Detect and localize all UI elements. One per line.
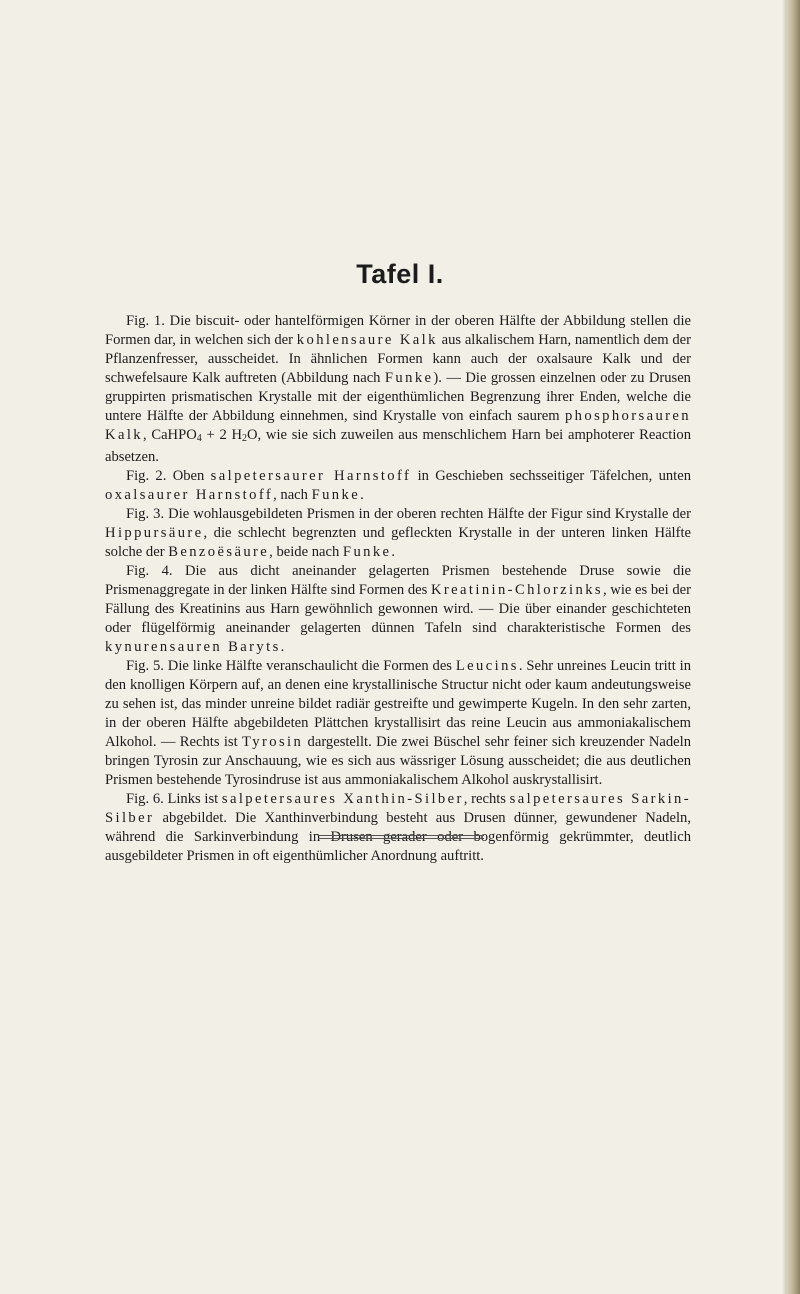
figure-description-1	[105, 312, 691, 467]
text-run: .	[280, 639, 285, 655]
emphasized-term: Kreatinin-Chlorzinks	[430, 582, 603, 598]
figure-label: Fig. 2.	[126, 468, 167, 484]
figure-description-6	[105, 790, 691, 866]
emphasized-term: salpetersaures Sarkin-Silber	[105, 791, 691, 826]
end-rule-bottom	[318, 838, 484, 839]
emphasized-term: kynurensauren Baryts	[105, 639, 281, 655]
text-run: , nach	[273, 487, 312, 503]
subscript: 2	[242, 433, 248, 444]
text-run: Die aus dicht aneinander gelagerten Prismen bestehende Druse sowie die Prismenaggregate in der linken Hälfte sind Formen des	[105, 563, 691, 598]
emphasized-term: salpetersaurer Harnstoff	[210, 468, 412, 484]
text-run: abgebildet. Die Xanthinverbindung besteht aus Drusen dünner, gewundener Nadeln, während die Sarkinverbindung in Drusen gerader oder bogenförmig gekrümmter, deutlich ausgebildeter Prismen in oft eigenthümlicher Anordnung auftritt.	[105, 810, 691, 864]
text-run: in Geschieben sechsseitiger Täfelchen, unten	[411, 468, 691, 484]
text-run: .	[391, 544, 396, 560]
emphasized-term: Benzoësäure	[168, 544, 270, 560]
figure-description-3	[105, 505, 691, 562]
text-run: , wie es bei der Fällung des Kreatinins aus Harn gewöhnlich gewonnen wird. — Die über einander geschichteten oder flügelförmig aneinander gelagerten dünnen Tafeln sind charakteristische Formen des	[105, 582, 691, 636]
text-run: .	[360, 487, 364, 503]
figure-description-4	[105, 562, 691, 657]
text-run: aus alkalischem Harn, namentlich dem der Pflanzenfresser, ausscheidet. In ähnlichen Formen kann auch der oxalsaure Kalk und der schwefelsaure Kalk auftreten (Abbildung nach	[105, 332, 691, 386]
text-run: Die biscuit- oder hantelförmigen Körner in der oberen Hälfte der Abbildung stellen die Formen dar, in welchen sich der	[105, 313, 691, 348]
emphasized-term: phosphorsauren Kalk	[105, 408, 691, 443]
end-rule-top	[318, 835, 484, 836]
text-run: , die schlecht begrenzten und gefleckten Krystalle in der unteren linken Hälfte solche der	[105, 525, 691, 560]
figure-descriptions	[105, 312, 691, 866]
figure-label: Fig. 4.	[126, 563, 173, 579]
emphasized-term: Leucins	[455, 658, 519, 674]
text-run: + 2 H	[201, 427, 243, 443]
text-run: Die wohlausgebildeten Prismen in der oberen rechten Hälfte der Figur sind Krystalle der	[164, 506, 691, 522]
figure-label: Fig. 3.	[126, 506, 165, 522]
emphasized-term: Hippursäure	[105, 525, 204, 541]
plate-title: Tafel I.	[356, 259, 444, 289]
emphasized-term: Funke	[311, 487, 361, 503]
figure-label: Fig. 6.	[126, 791, 164, 807]
figure-label: Fig. 1.	[126, 313, 165, 329]
text-run: Links ist	[163, 791, 222, 807]
text-run: . Sehr unreines Leucin tritt in den knolligen Körpern auf, an denen eine krystallinische Structur nicht oder kaum andeutungsweise zu sehen ist, das minder unreine bildet radiär gestreifte und gewimperte Kugeln. In den sehr zarten, in der oberen Hälfte abgebildeten Plättchen krystallisirt das reine Leucin aus ammoniakalischem Alkohol. — Rechts ist	[105, 658, 691, 750]
emphasized-term: salpetersaures Xanthin-Silber	[221, 791, 464, 807]
emphasized-term: Funke	[342, 544, 392, 560]
emphasized-term: kohlensaure Kalk	[296, 332, 438, 348]
emphasized-term: oxalsaurer Harnstoff	[105, 487, 274, 503]
text-run: O, wie sie sich zuweilen aus menschlichem Harn bei amphoterer Reaction absetzen.	[105, 427, 692, 465]
text-run: ). — Die grossen einzelnen oder zu Drusen gruppirten prismatischen Krystalle mit der eigenthümlichen Begrenzung ihrer Enden, welche die untere Hälfte der Abbildung einnehmen, sind Krystalle von einfach saurem	[105, 370, 691, 424]
page-edge	[786, 0, 800, 1294]
emphasized-term: Funke	[384, 370, 434, 386]
figure-description-2	[105, 467, 691, 505]
text-run: , CaHPO	[142, 427, 197, 443]
text-run: , beide nach	[269, 544, 343, 560]
figure-label: Fig. 5.	[126, 658, 164, 674]
text-run: Die linke Hälfte veranschaulicht die Formen des	[163, 658, 456, 674]
subscript: 4	[196, 433, 202, 444]
text-run: , rechts	[463, 791, 510, 807]
figure-description-5	[105, 657, 691, 790]
text-run: Oben	[166, 468, 211, 484]
emphasized-term: Tyrosin	[242, 734, 304, 750]
text-run: dargestellt. Die zwei Büschel sehr feiner sich kreuzender Nadeln bringen Tyrosin zur Anschauung, wie es sich aus wässriger Lösung ausscheidet; die aus deutlichen Prismen bestehende Tyrosindruse ist aus ammoniakalischem Alkohol auskrystallisirt.	[105, 734, 691, 788]
